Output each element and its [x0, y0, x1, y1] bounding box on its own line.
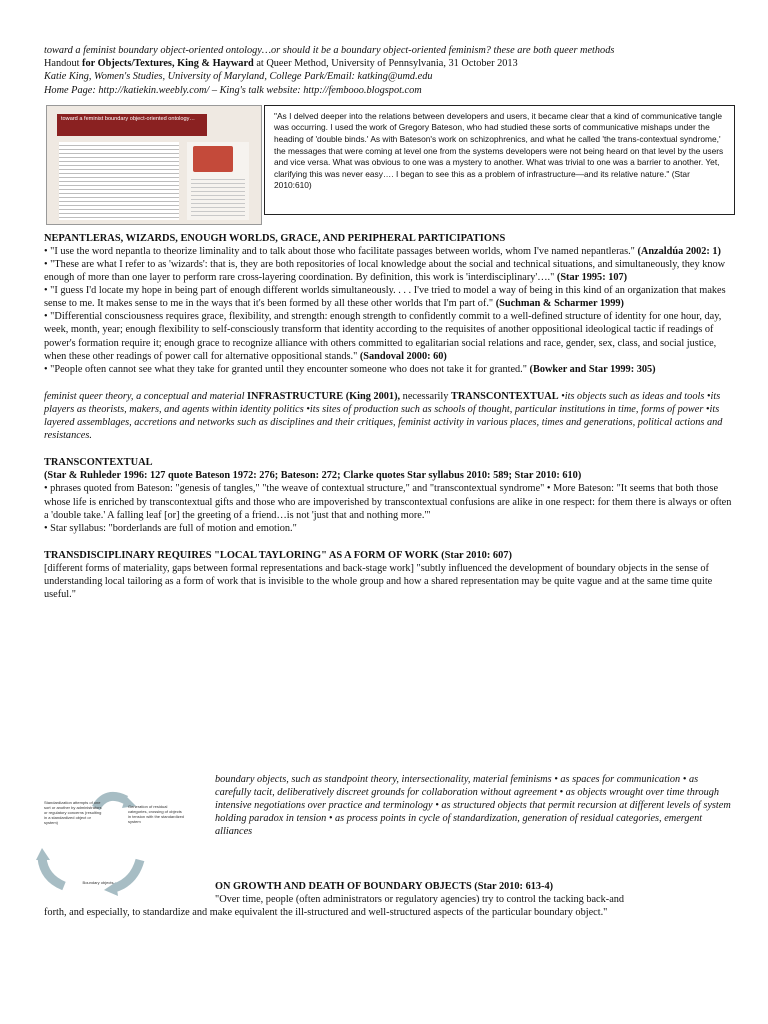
blog-sidebar-text	[191, 176, 245, 216]
transdisciplinary-section	[44, 549, 736, 601]
quote-item: • "I use the word nepantla to theorize liminality and to talk about those who facilitate passages between worlds, whom I've named nepantleras." (Anzaldúa 2002: 1)	[44, 245, 721, 257]
bateson-quote: • phrases quoted from Bateson: "genesis of tangles," "the weave of contextual structure," and "transcontextual syndrome" • More Bateson: "It seems that both those whose life is enriched by transcontextual gifts and those who are impoverished by transcontextual confusions are alike in one respect: for them there is always or often a 'double take.' A falling leaf [or] the greeting of a friend…is not 'just that and nothing more.'"	[44, 483, 732, 521]
nepantleras-section	[44, 232, 736, 376]
venue-prefix: Handout	[44, 58, 83, 70]
diagram-label-right: Generation of residual categories, crossing of objects in tension with the standardized system	[128, 804, 185, 824]
transdisciplinary-heading: TRANSDISCIPLINARY REQUIRES "LOCAL TAYLORING" AS A FORM OF WORK (Star 2010: 607)	[44, 549, 512, 561]
growth-quote-rest: forth, and especially, to standardize and make equivalent the ill-structured and well-structured aspects of the particular boundary object."	[44, 907, 608, 919]
transcontextual-heading: TRANSCONTEXTUAL	[44, 457, 153, 469]
quote-item: • "I guess I'd locate my hope in being part of enough different worlds simultaneously. . . . I've tried to model a way of being in this kind of an organization that makes sense to me. It makes sense to me in the ways that it's been formed by all these other worlds that I'm part of." (Suchman & Scharmer 1999)	[44, 285, 726, 310]
venue-bold: for Objects/Textures, King & Hayward	[82, 58, 254, 70]
blog-photo	[193, 146, 233, 172]
infrastructure-section: feminist queer theory, a conceptual and material INFRASTRUCTURE (King 2001), necessarily TRANSCONTEXTUAL •its objects such as ideas and tools •its players as theorists, makers, and agents within identity politics •its sites of production such as schools of thought, particular institutions in time, forms of power •its layered assemblages, accretions and networks such as disciplines and their critiques, feminist activity in various places, times and generations, political actions and resistances.	[44, 390, 723, 442]
nepantleras-heading: NEPANTLERAS, WIZARDS, ENOUGH WORLDS, GRACE, AND PERIPHERAL PARTICIPATIONS	[44, 232, 506, 244]
handout-header	[44, 44, 736, 97]
star-syllabus-quote: • Star syllabus: "borderlands are full of motion and emotion."	[44, 522, 297, 534]
handout-title: toward a feminist boundary object-oriented ontology…or should it be a boundary object-oriented feminism? these are both queer methods	[44, 45, 615, 56]
transcontextual-citations: (Star & Ruhleder 1996: 127 quote Bateson 1972: 276; Bateson: 272; Clarke quotes Star syllabus 2010: 589; Star 2010: 610)	[44, 470, 582, 482]
transdisciplinary-body: [different forms of materiality, gaps between formal representations and back-stage work] "subtly influenced the development of boundary objects in the sense of understanding local tailoring as a form of work that is invisible to the whole group and how a shared representation may be quite vague and at the same time quite useful."	[44, 562, 713, 601]
quote-item: • "People often cannot see what they take for granted until they encounter someone who does not take it for granted." (Bowker and Star 1999: 305)	[44, 363, 656, 375]
venue-suffix: at Queer Method, University of Pennsylvania, 31 October 2013	[253, 58, 518, 70]
star-quote-box: "As I delved deeper into the relations between developers and users, it became clear that a kind of communicative tangle was occurring. I used the work of Gregory Bateson, who had studied these sorts of communicative mishaps under the heading of 'double binds.' As with Bateson's work on schizophrenics, and what he called 'the trans-contextual syndrome,' the messages that were coming at level one from the systems developers were not being heard on that level by the users and vice versa. What was obvious to one was a mystery to another. What was trivial to one was a barrier to another. Yet, clarifying this was never easy…. I began to see this as a problem of infrastructure—and its relative nature." (Star 2010:610)	[264, 105, 735, 215]
diagram-label-left: Standardization attempts of one sort or another by administrators or regulatory concerns (resulting in a standardized object or system)	[44, 800, 102, 825]
homepage-line: Home Page: http://katiekin.weebly.com/ – King's talk website: http://fembooo.blogspot.com	[44, 84, 422, 96]
blog-text-column	[59, 142, 179, 220]
boundary-objects-text: boundary objects, such as standpoint theory, intersectionality, material feminisms • as spaces for communication • as carefully tacit, deliberatively discreet grounds for collaboration without agreement • as objects wrought over time through intensive negotiations over practice and terminology • as structured objects that permit recursion at different levels of system holding paradox in tension • as process points in cycle of standardization, generation of residual categories, emergent alliances	[215, 774, 731, 838]
document-page	[44, 44, 736, 601]
growth-heading: ON GROWTH AND DEATH OF BOUNDARY OBJECTS (Star 2010: 613-4)	[215, 881, 554, 892]
growth-quote-start: "Over time, people (often administrators or regulatory agencies) try to control the tacking back-and	[215, 894, 625, 906]
diagram-label-bottom: Boundary objects	[82, 880, 114, 885]
growth-section	[44, 880, 736, 919]
quote-item: • "These are what I refer to as 'wizards': that is, they are both repositories of local knowledge about the social and technical situations, and simultaneously, they know enough of more than one layer to perform rare cross-layering coordination. By definition, this work is 'interdisciplinary'…." (Star 1995: 107)	[44, 259, 726, 284]
blog-sidebar	[187, 142, 249, 220]
handout-venue	[44, 57, 736, 70]
transcontextual-section	[44, 456, 736, 535]
quote-item: • "Differential consciousness requires grace, flexibility, and strength: enough strength to confidently commit to a well-defined structure of identity for one hour, day, week, month, year; enough flexibility to self-consciously transform that identity according to the requisites of another oppositional ideological tactic if readings of power's formation require it; enough grace to recognize alliance with others committed to egalitarian social relations and race, gender, sex, class, and social justice, when these other readings of power call for alternative oppositional stands." (Sandoval 2000: 60)	[44, 311, 722, 362]
top-block	[44, 101, 736, 229]
blog-screenshot	[46, 105, 262, 225]
author-line: Katie King, Women's Studies, University of Maryland, College Park/Email: katking@umd.edu	[44, 71, 433, 83]
blog-banner: toward a feminist boundary object-oriented ontology…	[57, 114, 207, 136]
